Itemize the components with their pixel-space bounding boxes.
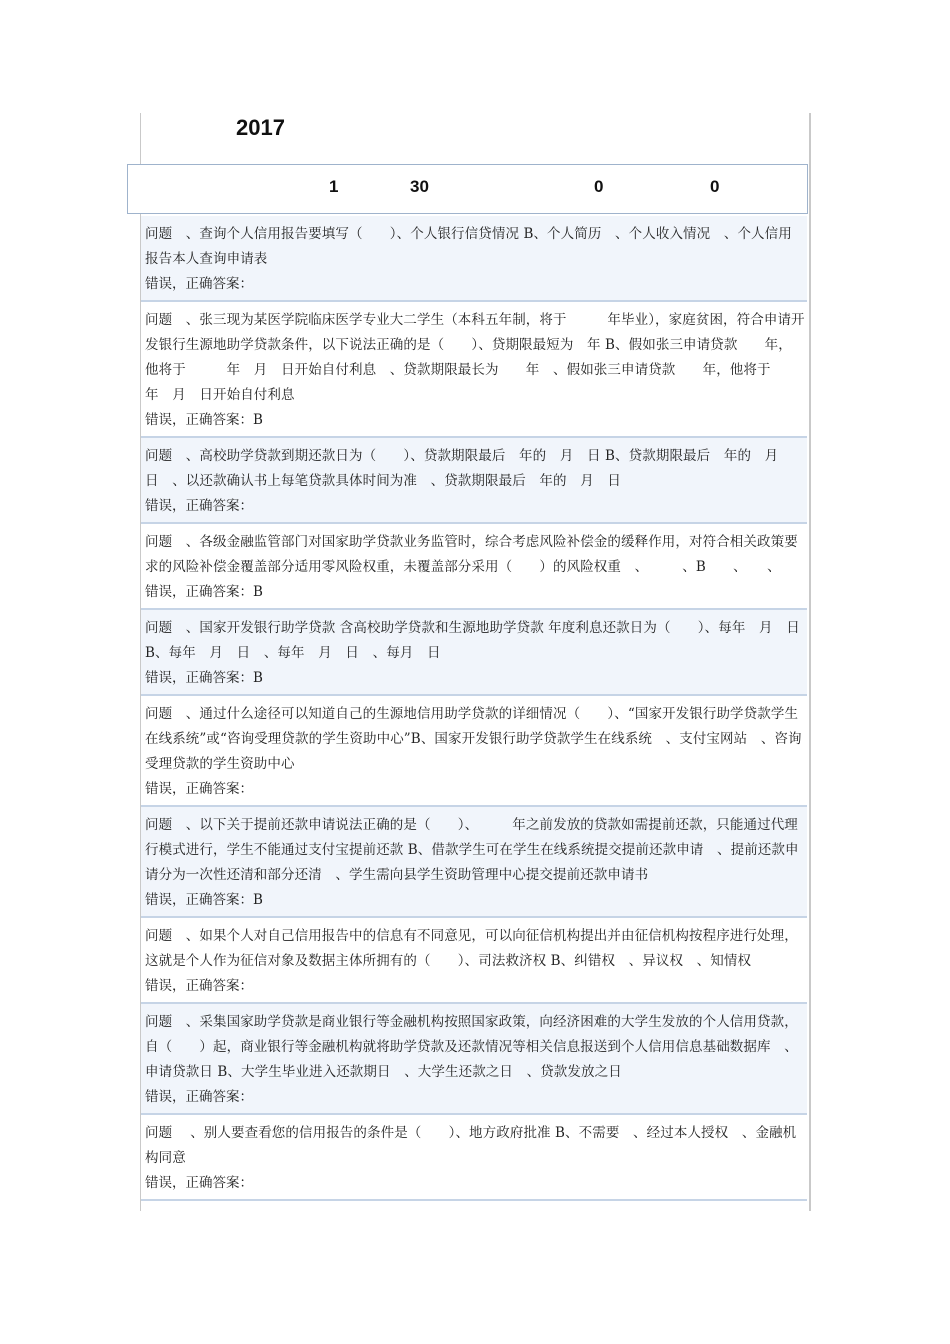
answer-result: 错误，正确答案：B — [145, 892, 263, 908]
question-text: 问题 、查询个人信用报告要填写（ ）、个人银行信贷情况 B、个人简历 、个人收入情况 、个人信用报告本人查询申请表 — [145, 226, 792, 267]
question-text: 问题 、国家开发银行助学贷款 含高校助学贷款和生源地助学贷款 年度利息还款日为（ ）、每年 月 日 B、每年 月 日 、每年 月 日 、每月 日 — [145, 620, 800, 661]
answer-result: 错误，正确答案： — [145, 276, 253, 292]
score-summary-bar — [127, 164, 808, 214]
stat-2: 30 — [410, 177, 429, 196]
question-item — [141, 438, 807, 524]
stat-3: 0 — [594, 177, 604, 196]
question-item — [141, 1004, 807, 1115]
question-item — [141, 524, 807, 610]
question-text: 问题 、以下关于提前还款申请说法正确的是（ ）、 年之前发放的贷款如需提前还款，只能通过代理行模式进行，学生不能通过支付宝提前还款 B、借款学生可在学生在线系统提交提前还款申请 、提前还款申请分为一次性还清和部分还清 、学生需向县学生资助管理中心提交提前还款申请书 — [145, 817, 799, 883]
answer-result: 错误，正确答案：B — [145, 412, 263, 428]
question-text: 问题 、通过什么途径可以知道自己的生源地信用助学贷款的详细情况（ ）、“国家开发银行助学贷款学生在线系统”或“咨询受理贷款的学生资助中心”B、国家开发银行助学贷款学生在线系统 、支付宝网站 、咨询受理贷款的学生资助中心 — [145, 706, 802, 772]
question-text: 问题 、别人要查看您的信用报告的条件是（ ）、地方政府批准 B、不需要 、经过本人授权 、金融机构同意 — [145, 1125, 797, 1166]
question-item — [141, 918, 807, 1004]
question-text: 问题 、张三现为某医学院临床医学专业大二学生（本科五年制，将于 年毕业），家庭贫困，符合申请开发银行生源地助学贷款条件，以下说法正确的是（ ）、贷期限最短为 年 B、假如张三申请贷款 年，他将于 年 月 日开始自付利息 、贷款期限最长为 年 、假如张三申请贷款 年，他将于 年 月 日开始自付利息 — [145, 312, 812, 403]
question-item — [141, 807, 807, 918]
exam-year: 2017 — [236, 115, 285, 140]
title-area — [141, 113, 809, 163]
stat-4: 0 — [710, 177, 720, 196]
question-item — [141, 302, 812, 438]
answer-result: 错误，正确答案： — [145, 1175, 253, 1191]
question-text: 问题 、高校助学贷款到期还款日为（ ）、贷款期限最后 年的 月 日 B、贷款期限最后 年的 月 日 、以还款确认书上每笔贷款具体时间为准 、贷款期限最后 年的 月 日 — [145, 448, 792, 489]
answer-result: 错误，正确答案： — [145, 781, 253, 797]
stat-1: 1 — [329, 177, 339, 196]
answer-result: 错误，正确答案： — [145, 978, 253, 994]
question-text: 问题 、如果个人对自己信用报告中的信息有不同意见，可以向征信机构提出并由征信机构按程序进行处理，这就是个人作为征信对象及数据主体所拥有的（ ）、司法救济权 B、纠错权 、异议权 、知情权 — [145, 928, 798, 969]
question-item — [141, 696, 807, 807]
answer-result: 错误，正确答案：B — [145, 584, 263, 600]
answer-result: 错误，正确答案： — [145, 498, 253, 514]
question-item — [141, 216, 807, 302]
answer-result: 错误，正确答案： — [145, 1089, 253, 1105]
frame-edge — [810, 113, 811, 1211]
answer-result: 错误，正确答案：B — [145, 670, 263, 686]
question-text: 问题 、各级金融监管部门对国家助学贷款业务监管时，综合考虑风险补偿金的缓释作用，对符合相关政策要求的风险补偿金覆盖部分适用零风险权重，未覆盖部分采用（ ）的风险权重 、 、B 、 、 — [145, 534, 798, 575]
question-item — [141, 1115, 807, 1201]
question-item — [141, 610, 807, 696]
question-list — [141, 216, 812, 1201]
question-text: 问题 、采集国家助学贷款是商业银行等金融机构按照国家政策，向经济困难的大学生发放的个人信用贷款，自（ ）起，商业银行等金融机构就将助学贷款及还款情况等相关信息报送到个人信用信息基础数据库 、申请贷款日 B、大学生毕业进入还款期日 、大学生还款之日 、贷款发放之日 — [145, 1014, 798, 1080]
